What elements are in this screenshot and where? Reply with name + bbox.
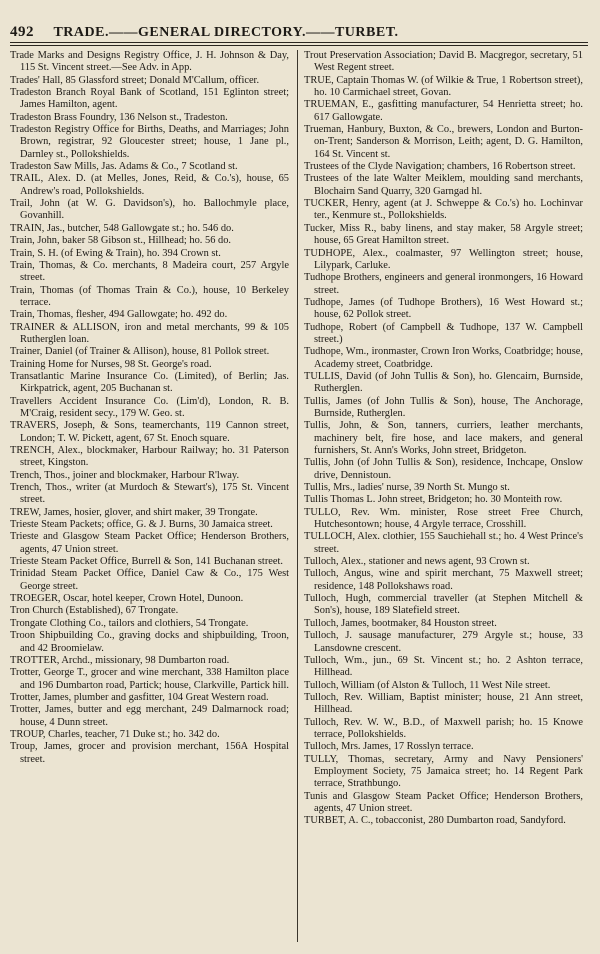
directory-entry: Tulloch, Rev. William, Baptist minister; house, 21 Ann street, Hillhead. (304, 691, 583, 716)
directory-entry: Trotter, James, plumber and gasfitter, 104 Great Western road. (10, 691, 269, 703)
column-divider (297, 50, 298, 942)
directory-entry: TROTTER, Archd., missionary, 98 Dumbarton road. (10, 654, 230, 666)
directory-entry: TREW, James, hosier, glover, and shirt maker, 39 Trongate. (10, 506, 258, 518)
directory-entry: TRENCH, Alex., blockmaker, Harbour Railway; ho. 31 Paterson street, Kingston. (10, 445, 289, 469)
directory-entry: Trustees of the late Walter Meiklem, moulding sand merchants, Blochairn Sand Quarry, 320 Garngad hl. (304, 173, 583, 197)
directory-entry: TRAIN, Jas., butcher, 548 Gallowgate st.; ho. 546 do. (10, 222, 234, 234)
directory-entry: Trustees of the Clyde Navigation; chambers, 16 Robertson street. (304, 161, 576, 173)
directory-entry: Train, Thomas, flesher, 494 Gallowgate; ho. 492 do. (10, 309, 228, 321)
directory-entry: TRUEMAN, E., gasfitting manufacturer, 54 Henrietta street; ho. 617 Gallowgate. (304, 99, 583, 123)
directory-entry: Train, John, baker 58 Gibson st., Hillhead; ho. 56 do. (10, 235, 231, 247)
page-header (10, 24, 588, 41)
directory-entry: Trotter, James, butter and egg merchant, 249 Dalmarnock road; house, 4 Dunn street. (10, 704, 289, 728)
directory-entry: TULLOCH, Alex. clothier, 155 Sauchiehall st.; ho. 4 West Prince's street. (304, 531, 583, 555)
directory-entry: Tradeston Branch Royal Bank of Scotland, 151 Eglinton street; James Hamilton, agent. (10, 87, 289, 111)
directory-entry: TRAVERS, Joseph, & Sons, teamerchants, 119 Cannon street, London; T. W. Pickett, agent, 67 St. Enoch square. (10, 420, 289, 444)
directory-entry: TUCKER, Henry, agent (at J. Schweppe & Co.'s) ho. Lochinvar ter., Kenmure st., Pollokshields. (304, 198, 583, 222)
left-column (10, 50, 293, 942)
directory-entry: Troon Shipbuilding Co., graving docks and shipbuilding, Troon, and 42 Broomielaw. (10, 630, 289, 654)
directory-entry: TRAINER & ALLISON, iron and metal merchants, 99 & 105 Rutherglen loan. (10, 321, 289, 345)
directory-entry: Trail, John (at W. G. Davidson's), ho. Ballochmyle place, Govanhill. (10, 198, 289, 222)
directory-entry: Tudhope, Robert (of Campbell & Tudhope, 137 W. Campbell street.) (304, 321, 583, 345)
directory-entry: Tulloch, James, bootmaker, 84 Houston street. (304, 617, 497, 629)
directory-entry: TURBET, A. C., tobacconist, 280 Dumbarton road, Sandyford. (304, 815, 566, 827)
directory-entry: Trieste Steam Packets; office, G. & J. Burns, 30 Jamaica street. (10, 519, 273, 531)
directory-entry: TULLIS, David (of John Tullis & Son), ho. Glencairn, Burnside, Rutherglen. (304, 370, 583, 395)
directory-columns (10, 50, 588, 942)
directory-entry: Trainer, Daniel (of Trainer & Allison), house, 81 Pollok street. (10, 346, 270, 358)
directory-entry: Trout Preservation Association; David B. Macgregor, secretary, 51 West Regent street. (304, 50, 583, 74)
directory-entry: Trinidad Steam Packet Office, Daniel Caw & Co., 175 West George street. (10, 568, 289, 592)
directory-entry: Tullis, James (of John Tullis & Son), house, The Anchorage, Burnside, Rutherglen. (304, 395, 583, 419)
directory-entry: TROEGER, Oscar, hotel keeper, Crown Hotel, Dunoon. (10, 593, 244, 605)
directory-entry: TRUE, Captain Thomas W. (of Wilkie & True, 1 Robertson street), ho. 10 Carmichael street, Govan. (304, 74, 583, 99)
directory-entry: Trench, Thos., joiner and blockmaker, Harbour R'lway. (10, 469, 240, 481)
directory-entry: TUDHOPE, Alex., coalmaster, 97 Wellington street; house, Lilypark, Carluke. (304, 247, 583, 271)
directory-entry: Tunis and Glasgow Steam Packet Office; Henderson Brothers, agents, 47 Union street. (304, 790, 583, 814)
directory-entry: TULLO, Rev. Wm. minister, Rose street Free Church, Hutchesontown; house, 4 Argyle terrace, Crosshill. (304, 506, 583, 531)
directory-entry: Trade Marks and Designs Registry Office, J. H. Johnson & Day, 115 St. Vincent street.—See Adv. in App. (10, 50, 289, 74)
directory-entry: Trades' Hall, 85 Glassford street; Donald M'Callum, officer. (10, 74, 260, 86)
directory-entry: Tradeston Brass Foundry, 136 Nelson st., Tradeston. (10, 111, 228, 123)
directory-entry: Troup, James, grocer and provision merchant, 156A Hospital street. (10, 741, 289, 765)
directory-entry: Tulloch, Hugh, commercial traveller (at Stephen Mitchell & Son's), house, 189 Slatefield street. (304, 593, 583, 617)
directory-entry: Transatlantic Marine Insurance Co. (Limited), of Berlin; Jas. Kirkpatrick, agent, 205 Buchanan st. (10, 370, 289, 395)
directory-entry: Trieste Steam Packet Office, Burrell & Son, 141 Buchanan street. (10, 556, 283, 568)
directory-entry: Tradeston Saw Mills, Jas. Adams & Co., 7 Scotland st. (10, 161, 238, 173)
directory-entry: Trench, Thos., writer (at Murdoch & Stewart's), 175 St. Vincent street. (10, 482, 289, 506)
directory-entry: Tullis, John (of John Tullis & Son), residence, Inchcape, Onslow drive, Dennistoun. (304, 457, 583, 481)
directory-entry: Training Home for Nurses, 98 St. George's road. (10, 358, 212, 370)
directory-entry: TROUP, Charles, teacher, 71 Duke st.; ho. 342 do. (10, 728, 220, 740)
directory-entry: TULLY, Thomas, secretary, Army and Navy Pensioners' Employment Society, 75 Jamaica street; ho. 14 Regent Park terrace, Strathbungo. (304, 753, 583, 790)
directory-entry: Tucker, Miss R., baby linens, and stay maker, 58 Argyle street; house, 65 Great Hamilton street. (304, 222, 583, 247)
directory-entry: Tulloch, Angus, wine and spirit merchant, 75 Maxwell street; residence, 148 Pollokshaws road. (304, 568, 583, 592)
right-column (302, 50, 583, 942)
directory-entry: Trieste and Glasgow Steam Packet Office; Henderson Brothers, agents, 47 Union street. (10, 531, 289, 555)
directory-entry: Trotter, George T., grocer and wine merchant, 338 Hamilton place and 196 Dumbarton road, Partick; house, Clarkville, Partick hill. (10, 667, 289, 691)
directory-entry: Tradeston Registry Office for Births, Deaths, and Marriages; John Brown, registrar, 92 Gloucester street; house, 1 Jane pl., Darnley st., Pollokshields. (10, 124, 289, 160)
directory-entry: Tulloch, Rev. W. W., B.D., of Maxwell parish; ho. 15 Knowe terrace, Pollokshields. (304, 716, 583, 740)
directory-entry: Tudhope, James (of Tudhope Brothers), 16 West Howard st.; house, 62 Pollok street. (304, 296, 583, 321)
directory-entry: Tron Church (Established), 67 Trongate. (10, 605, 179, 617)
directory-entry: Tulloch, J. sausage manufacturer, 279 Argyle st.; house, 33 Lansdowne crescent. (304, 630, 583, 654)
directory-entry: Trueman, Hanbury, Buxton, & Co., brewers, London and Burton-on-Trent; Sanderson & Morrison, Leith; agent, D. G. Hamilton, 164 St. Vincent st. (304, 124, 583, 160)
directory-entry: Tullis Thomas L. John street, Bridgeton; ho. 30 Monteith row. (304, 494, 563, 506)
directory-entry: Tulloch, Wm., jun., 69 St. Vincent st.; ho. 2 Ashton terrace, Hillhead. (304, 654, 583, 679)
directory-entry: Tulloch, William (of Alston & Tulloch, 11 West Nile street. (304, 679, 551, 691)
running-title: TRADE.——GENERAL DIRECTORY.——TURBET. (53, 25, 399, 40)
directory-entry: Tudhope Brothers, engineers and general ironmongers, 16 Howard street. (304, 272, 583, 296)
directory-entry: Train, Thomas (of Thomas Train & Co.), house, 10 Berkeley terrace. (10, 284, 289, 308)
page-number: 492 (10, 24, 34, 40)
directory-entry: Train, S. H. (of Ewing & Train), ho. 394 Crown st. (10, 247, 221, 259)
directory-entry: TRAIL, Alex. D. (at Melles, Jones, Reid, & Co.'s), house, 65 Andrew's road, Pollokshields. (10, 173, 289, 197)
directory-entry: Tullis, Mrs., ladies' nurse, 39 North St. Mungo st. (304, 482, 510, 494)
directory-entry: Trongate Clothing Co., tailors and clothiers, 54 Trongate. (10, 617, 249, 629)
directory-entry: Tulloch, Alex., stationer and news agent, 93 Crown st. (304, 556, 530, 568)
directory-entry: Train, Thomas, & Co. merchants, 8 Madeira court, 257 Argyle street. (10, 259, 289, 284)
directory-entry: Travellers Accident Insurance Co. (Lim'd), London, R. B. M'Craig, resident secy., 179 W. Geo. st. (10, 395, 289, 419)
directory-entry: Tudhope, Wm., ironmaster, Crown Iron Works, Coatbridge; house, Academy street, Coatbridge. (304, 346, 583, 370)
header-rule (10, 42, 588, 46)
directory-entry: Tulloch, Mrs. James, 17 Rosslyn terrace. (304, 741, 474, 753)
directory-entry: Tullis, John, & Son, tanners, curriers, leather merchants, machinery belt, fire hose, and lace makers, and general furnishers, St. Ann's Works, John street, Bridgeton. (304, 420, 583, 456)
